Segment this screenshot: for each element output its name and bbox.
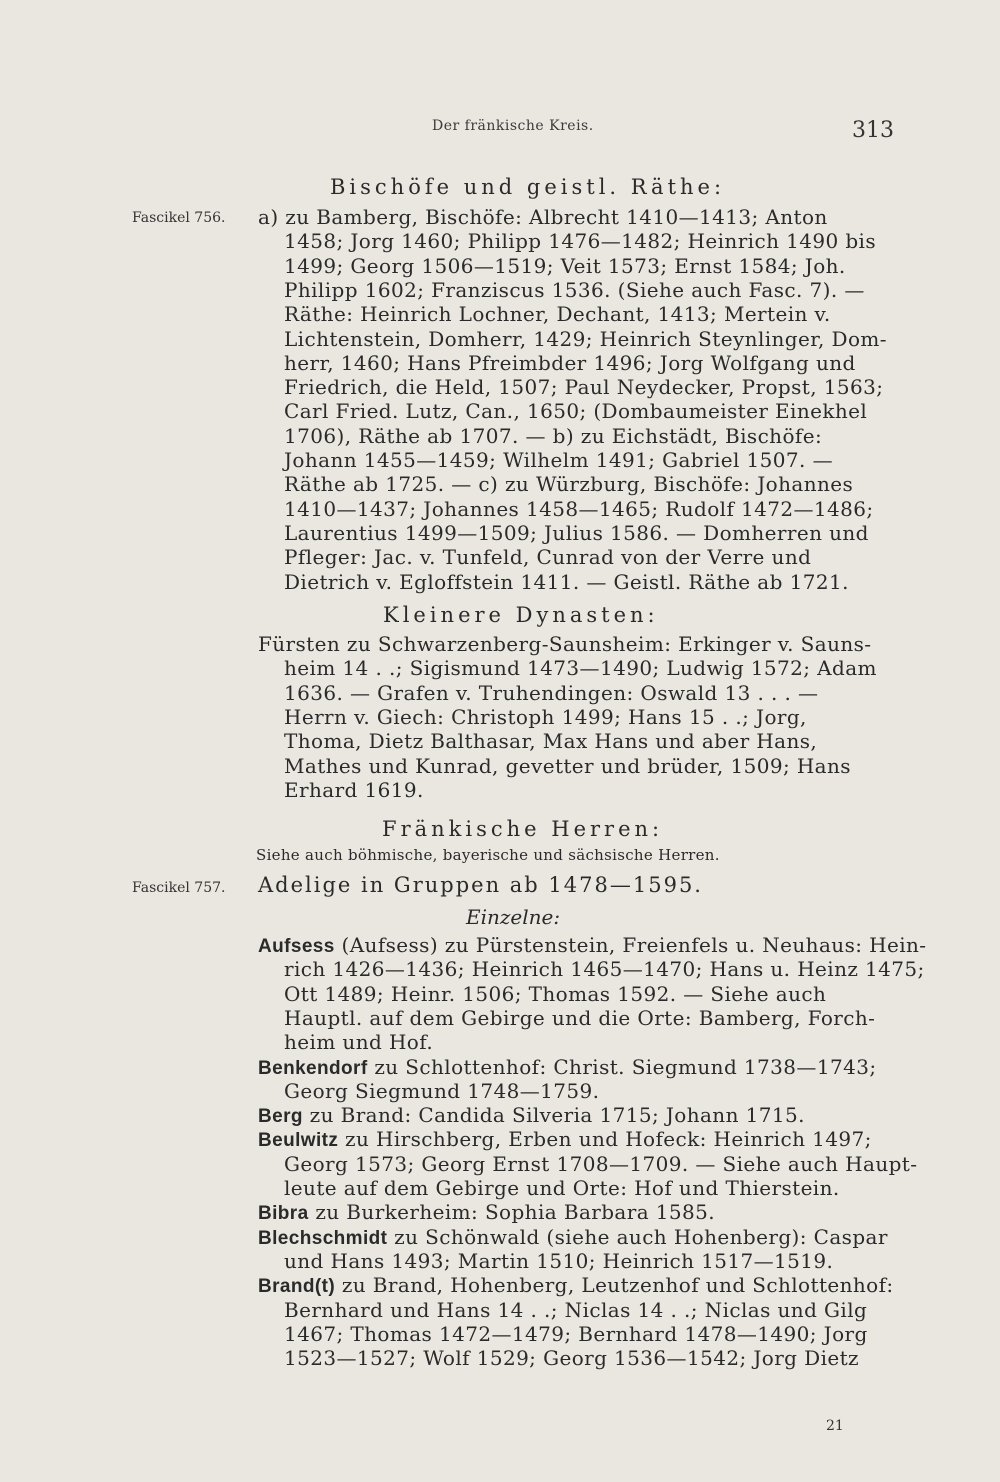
entry-first-line (258, 1103, 805, 1128)
text-line: herr, 1460; Hans Pfreimbder 1496; Jorg Wolfgang und (284, 350, 856, 375)
entry-continuation-line: Georg 1573; Georg Ernst 1708—1709. — Siehe auch Haupt- (284, 1151, 918, 1176)
section-heading-bischoefe: Bischöfe und geistl. Räthe: (330, 175, 726, 199)
text-line: Philipp 1602; Franziscus 1536. (Siehe auch Fasc. 7). — (284, 277, 865, 302)
entry-first-line (258, 1273, 894, 1298)
text-line: Erhard 1619. (284, 777, 424, 802)
text-line: Thoma, Dietz Balthasar, Max Hans und aber Hans, (284, 729, 818, 754)
entry-text: zu Brand: Candida Silveria 1715; Johann 1715. (302, 1103, 805, 1128)
entry-text: zu Schönwald (siehe auch Hohenberg): Caspar (387, 1224, 888, 1249)
einzelne-label: Einzelne: (466, 905, 561, 929)
entry-continuation-line: und Hans 1493; Martin 1510; Heinrich 1517—1519. (284, 1248, 834, 1273)
entry-continuation-line: 1523—1527; Wolf 1529; Georg 1536—1542; Jorg Dietz (284, 1346, 859, 1371)
running-title: Der fränkische Kreis. (432, 118, 594, 134)
section-heading-dynasten: Kleinere Dynasten: (383, 603, 659, 627)
text-line: heim 14 . .; Sigismund 1473—1490; Ludwig 1572; Adam (284, 656, 877, 681)
entry-text: zu Brand, Hohenberg, Leutzenhof und Schlottenhof: (335, 1273, 894, 1298)
text-line: 1410—1437; Johannes 1458—1465; Rudolf 1472—1486; (284, 496, 874, 521)
section-heading-herren: Fränkische Herren: (382, 817, 664, 841)
entry-continuation-line: leute auf dem Gebirge und Orte: Hof und Thierstein. (284, 1176, 840, 1200)
entry-continuation-line: Ott 1489; Heinr. 1506; Thomas 1592. — Siehe auch (284, 981, 827, 1006)
signature-mark: 21 (826, 1418, 844, 1434)
entry-name: Benkendorf (258, 1057, 368, 1079)
entry-name: Blechschmidt (258, 1227, 388, 1249)
text-line: Johann 1455—1459; Wilhelm 1491; Gabriel 1507. — (284, 448, 833, 472)
entry-text: (Aufsess) zu Pürstenstein, Freienfels u. Neuhaus: Hein- (334, 933, 927, 957)
entry-continuation-line: Hauptl. auf dem Gebirge und die Orte: Bamberg, Forch- (284, 1005, 876, 1030)
margin-label-fascikel-756: Fascikel 756. (132, 210, 226, 226)
entry-continuation-line: Georg Siegmund 1748—1759. (284, 1078, 600, 1103)
entry-text: zu Hirschberg, Erben und Hofeck: Heinrich 1497; (338, 1127, 872, 1152)
entry-first-line (258, 933, 926, 958)
page-number: 313 (852, 118, 894, 143)
text-line: Carl Fried. Lutz, Can., 1650; (Dombaumeister Einekhel (284, 399, 868, 424)
text-line: Dietrich v. Egloffstein 1411. — Geistl. Räthe ab 1721. (284, 569, 849, 594)
text-line: a) zu Bamberg, Bischöfe: Albrecht 1410—1413; Anton (258, 205, 828, 229)
text-line: Friedrich, die Held, 1507; Paul Neydecker, Propst, 1563; (284, 375, 884, 400)
text-line: Laurentius 1499—1509; Julius 1586. — Domherren und (284, 520, 869, 545)
entry-text: zu Schlottenhof: Christ. Siegmund 1738—1743; (367, 1054, 877, 1079)
text-line: 1499; Georg 1506—1519; Veit 1573; Ernst 1584; Joh. (284, 253, 846, 278)
entry-first-line (258, 1225, 888, 1250)
entry-name: Brand(t) (258, 1276, 336, 1298)
entry-text: zu Burkerheim: Sophia Barbara 1585. (308, 1200, 716, 1225)
text-line: Herrn v. Giech: Christoph 1499; Hans 15 . .; Jorg, (284, 704, 807, 729)
text-line: Mathes und Kunrad, gevetter und brüder, 1509; Hans (284, 753, 851, 778)
entry-continuation-line: rich 1426—1436; Heinrich 1465—1470; Hans u. Heinz 1475; (284, 957, 925, 982)
entry-name: Aufsess (258, 936, 335, 957)
text-line: 1636. — Grafen v. Truhendingen: Oswald 13 . . . — (284, 680, 819, 705)
entry-name: Beulwitz (258, 1130, 339, 1152)
entry-first-line (258, 1127, 872, 1152)
text-line: Fürsten zu Schwarzenberg-Saunsheim: Erkinger v. Sauns- (258, 632, 872, 656)
entry-first-line (258, 1055, 876, 1080)
text-line: Räthe: Heinrich Lochner, Dechant, 1413; Mertein v. (284, 302, 831, 327)
margin-label-fascikel-757: Fascikel 757. (132, 880, 226, 896)
entry-continuation-line: heim und Hof. (284, 1030, 434, 1055)
text-line: Lichtenstein, Domherr, 1429; Heinrich Steynlinger, Dom- (284, 326, 887, 351)
entry-continuation-line: Bernhard und Hans 14 . .; Niclas 14 . .; Niclas und Gilg (284, 1297, 868, 1322)
groups-line: Adelige in Gruppen ab 1478—1595. (258, 873, 703, 897)
entry-name: Bibra (258, 1203, 309, 1225)
text-line: 1706), Räthe ab 1707. — b) zu Eichstädt, Bischöfe: (284, 423, 823, 448)
entry-continuation-line: 1467; Thomas 1472—1479; Bernhard 1478—1490; Jorg (284, 1321, 868, 1346)
text-line: Pfleger: Jac. v. Tunfeld, Cunrad von der Verre und (284, 545, 812, 570)
entry-name: Berg (258, 1106, 303, 1128)
text-line: Räthe ab 1725. — c) zu Würzburg, Bischöfe: Johannes (284, 472, 854, 497)
text-line: 1458; Jorg 1460; Philipp 1476—1482; Heinrich 1490 bis (284, 229, 877, 254)
section-subheading: Siehe auch böhmische, bayerische und sächsische Herren. (256, 846, 720, 864)
entry-first-line (258, 1200, 715, 1225)
